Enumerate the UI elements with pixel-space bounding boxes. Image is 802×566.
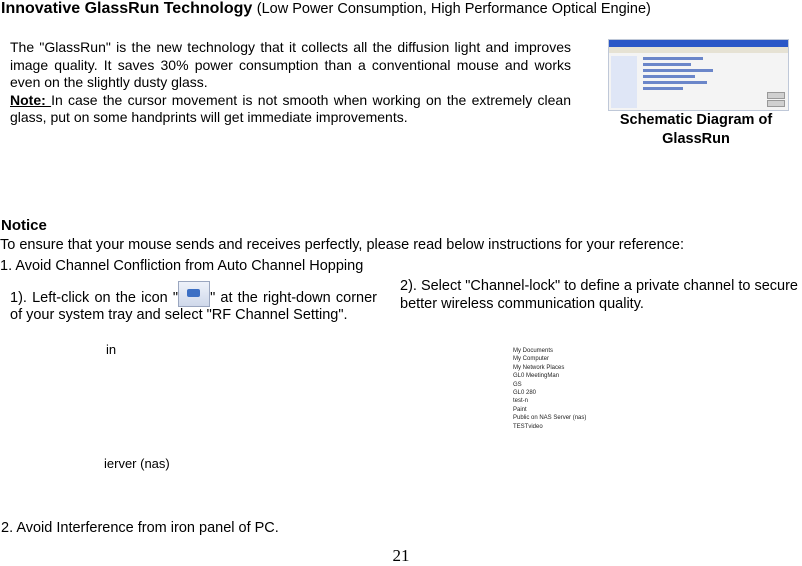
menu-item: My Network Places <box>513 364 565 371</box>
step-1-text-after: " at the right-down corner of your system tray and select "RF Channel Setting". <box>10 289 378 324</box>
dialog-button <box>767 100 785 107</box>
note-text: In case the cursor movement is not smooth when working on the extremely clean glass, put on some handprints will get immediate improvements. <box>10 91 571 125</box>
notice-item-2: 2. Avoid Interference from iron panel of PC. <box>1 520 279 536</box>
menu-item: My Documents <box>513 348 554 354</box>
step-2: 2). Select "Channel-lock" to define a private channel to secure better wireless communication quality. <box>400 278 798 312</box>
menu-item: GS <box>513 381 522 388</box>
glassrun-schematic-image <box>608 39 789 111</box>
menu-item: test-n <box>513 398 529 405</box>
title-main: Innovative GlassRun Technology <box>1 0 253 17</box>
notice-heading: Notice <box>1 217 47 234</box>
start-menu-list <box>513 347 586 431</box>
menu-item: Public on NAS Server (nas) <box>513 415 587 422</box>
notice-intro: To ensure that your mouse sends and receives perfectly, please read below instructions for your reference: <box>0 237 685 253</box>
notice-item-1: 1. Avoid Channel Confliction from Auto Channel Hopping <box>0 258 364 274</box>
menu-item: Paint <box>513 406 527 413</box>
file-row <box>643 87 683 90</box>
title-subtitle: (Low Power Consumption, High Performance Optical Engine) <box>256 1 651 17</box>
file-row <box>643 69 713 72</box>
cropped-menu-fragment: ierver (nas) <box>104 456 170 471</box>
intro-paragraph: The "GlassRun" is the new technology that it collects all the diffusion light and improves image quality. It saves 30% power consumption than a conventional mouse and works even on the slightly dusty glass. <box>10 39 571 90</box>
figure-caption: Schematic Diagram of GlassRun <box>619 112 773 147</box>
file-row <box>643 63 691 66</box>
note-label: Note: <box>10 91 52 108</box>
step-1-text-before: 1). Left-click on the icon " <box>10 289 179 306</box>
dialog-button <box>767 92 785 99</box>
window-menubar <box>609 47 788 53</box>
intro-note <box>10 92 571 127</box>
menu-item: GL0 280 <box>513 389 537 396</box>
intro-section <box>10 39 571 127</box>
menu-item: TESTvideo <box>513 423 543 430</box>
window-sidebar <box>611 56 637 108</box>
file-row <box>643 75 695 78</box>
menu-item: GL0 MeetingMan <box>513 373 560 380</box>
window-titlebar <box>609 40 788 47</box>
page-title <box>1 0 651 18</box>
step-1 <box>10 289 377 325</box>
cropped-menu-fragment: in <box>106 342 117 357</box>
file-row <box>643 81 707 84</box>
rf-tray-icon-glyph <box>187 289 200 297</box>
menu-item: My Computer <box>513 356 550 363</box>
file-row <box>643 57 703 60</box>
rf-tray-icon <box>178 281 210 307</box>
page-number: 21 <box>392 546 410 565</box>
